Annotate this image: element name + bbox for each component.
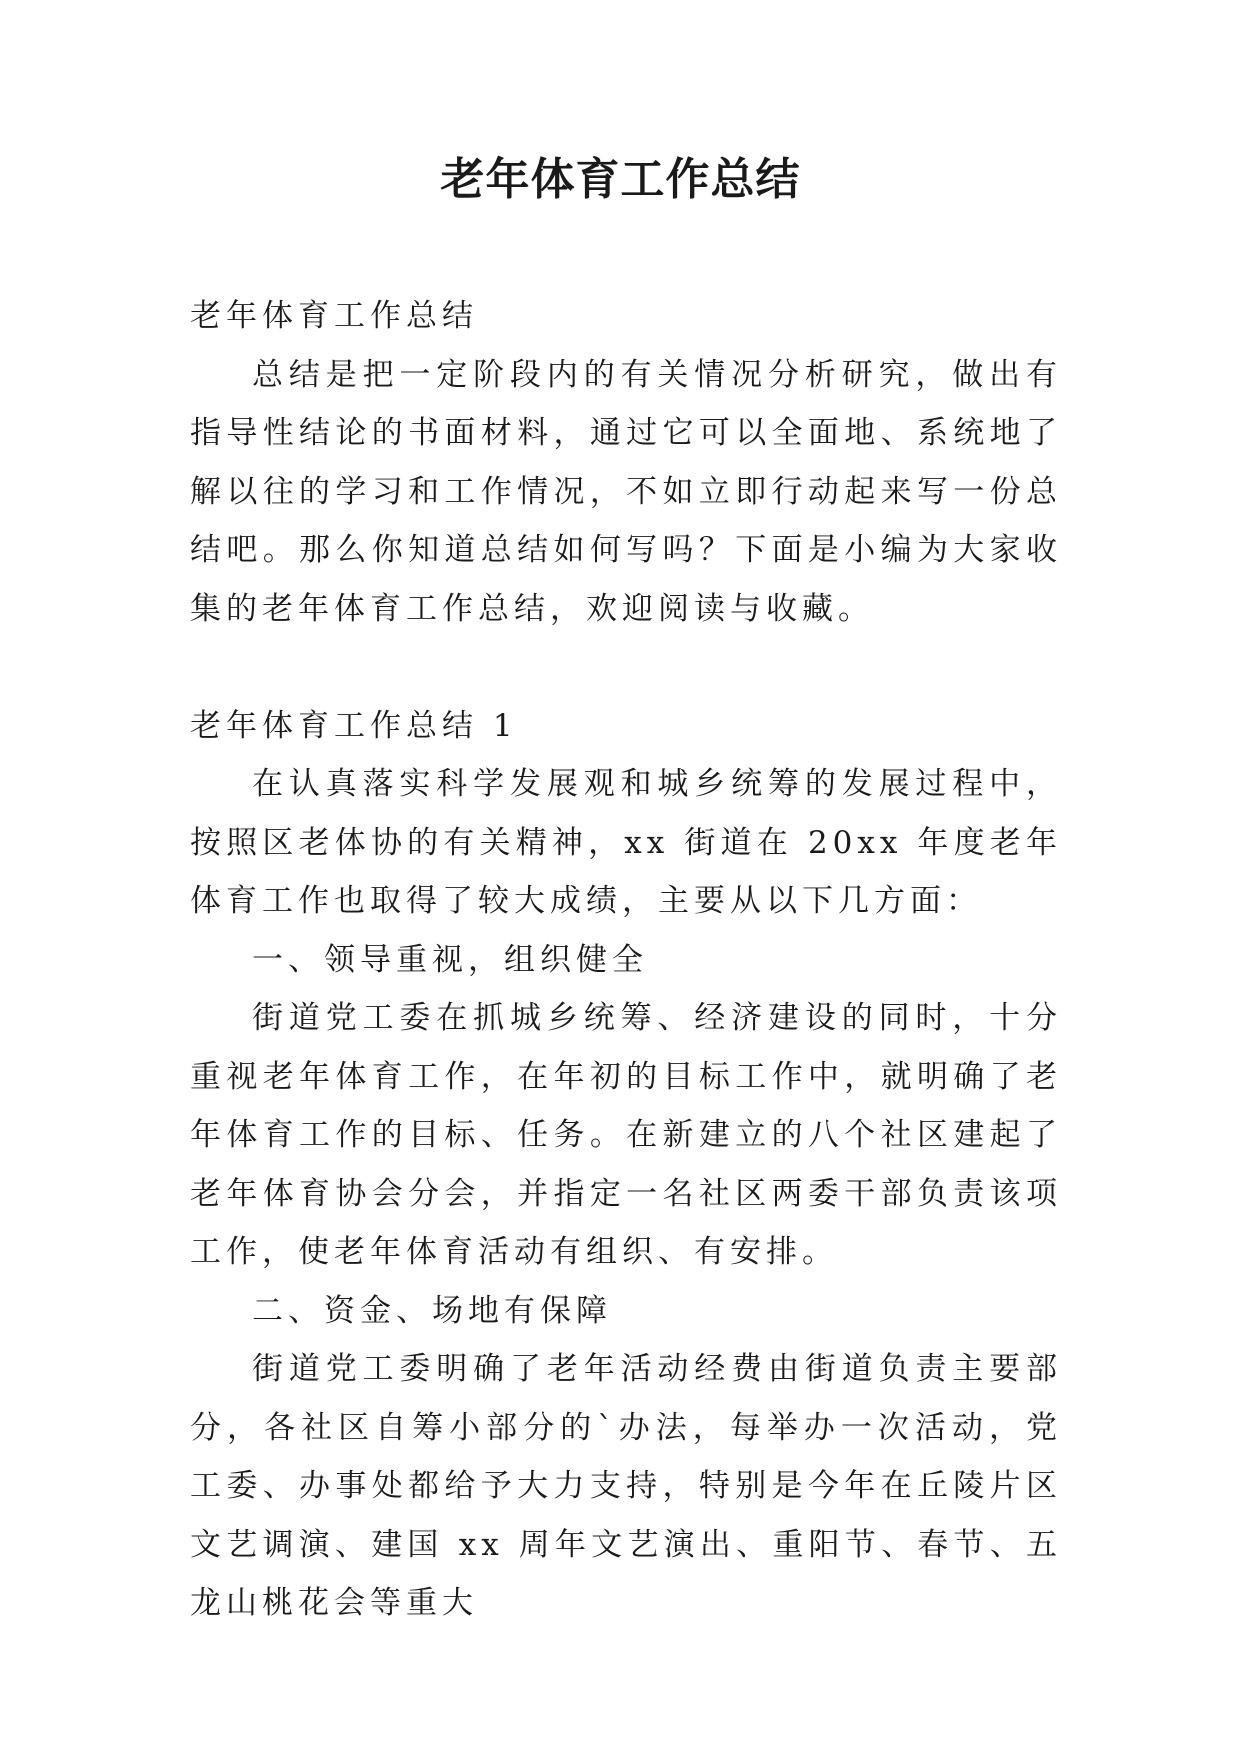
body-paragraph: 在认真落实科学发展观和城乡统筹的发展过程中，按照区老体协的有关精神，xx 街道在 20xx 年度老年体育工作也取得了较大成绩，主要从以下几方面： — [190, 766, 1062, 919]
body-paragraph: 街道党工委在抓城乡统筹、经济建设的同时，十分重视老年体育工作，在年初的目标工作中，就明确了老年体育工作的目标、任务。在新建立的八个社区建起了老年体育协会分会，并指定一名社区两委干部负责该项工作，使老年体育活动有组织、有安排。 — [190, 1000, 1062, 1270]
body-paragraph: 街道党工委明确了老年活动经费由街道负责主要部分，各社区自筹小部分的`办法，每举办一次活动，党工委、办事处都给予大力支持，特别是今年在丘陵片区文艺调演、建国 xx 周年文艺演出、重阳节、春节、五龙山桃花会等重大 — [190, 1351, 1062, 1621]
document-title: 老年体育工作总结 — [440, 154, 801, 205]
intro-paragraph: 总结是把一定阶段内的有关情况分析研究，做出有指导性结论的书面材料，通过它可以全面地、系统地了解以往的学习和工作情况，不如立即行动起来写一份总结吧。那么你知道总结如何写吗？下面是小编为大家收集的老年体育工作总结，欢迎阅读与收藏。 — [190, 356, 1062, 627]
section-spacer — [190, 638, 1062, 697]
subheading: 一、领导重视，组织健全 — [252, 941, 648, 978]
intro-heading: 老年体育工作总结 — [190, 298, 478, 334]
section-heading: 老年体育工作总结 1 — [190, 707, 518, 744]
document-body — [190, 287, 1062, 1633]
subheading: 二、资金、场地有保障 — [252, 1292, 612, 1329]
